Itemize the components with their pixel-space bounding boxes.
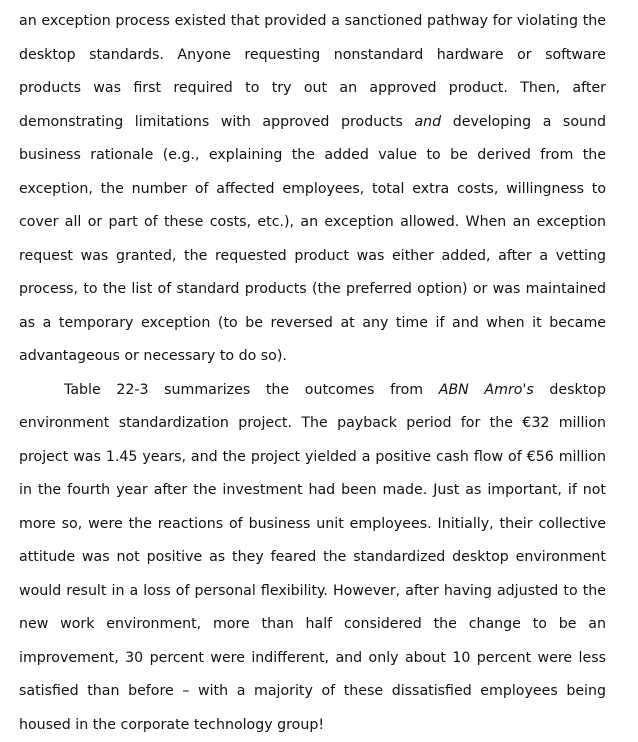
text-run: developing a sound business rationale (e.g., explaining the added value to be derived from the exception, the number of affected employees, total extra costs, willingness to cover all or part of these costs, etc.), an exception allowed. When an exception request was granted, the requested product was either added, after a vetting process, to the list of standard products (the preferred option) or was maintained as a temporary exception (to be reversed at any time if and when it became advantageous or necessary to do so). bbox=[19, 114, 606, 365]
text-run: an exception process existed that provided a sanctioned pathway for violating the desktop standards. Anyone requesting nonstandard hardware or software products was first required to try out an approved product. Then, after demonstrating limitations with approved products bbox=[19, 13, 606, 130]
paragraph-exception-process bbox=[19, 5, 606, 374]
text-run: desktop environment standardization project. The payback period for the €32 million project was 1.45 years, and the project yielded a positive cash flow of €56 million in the fourth year after the investment had been made. Just as important, if not more so, were the reactions of business unit employees. Initially, their collective attitude was not positive as they feared the standardized desktop environment would result in a loss of personal flexibility. However, after having adjusted to the new work environment, more than half considered the change to be an improvement, 30 percent were indifferent, and only about 10 percent were less satisfied than before – with a majority of these dissatisfied employees being housed in the corporate technology group! bbox=[19, 382, 606, 733]
paragraph-outcomes-summary bbox=[19, 374, 606, 742]
text-run: Table 22-3 summarizes the outcomes from bbox=[64, 382, 439, 398]
document-page bbox=[19, 0, 606, 742]
text-run-italic: ABN Amro's bbox=[439, 382, 534, 398]
text-run-italic: and bbox=[414, 114, 441, 130]
